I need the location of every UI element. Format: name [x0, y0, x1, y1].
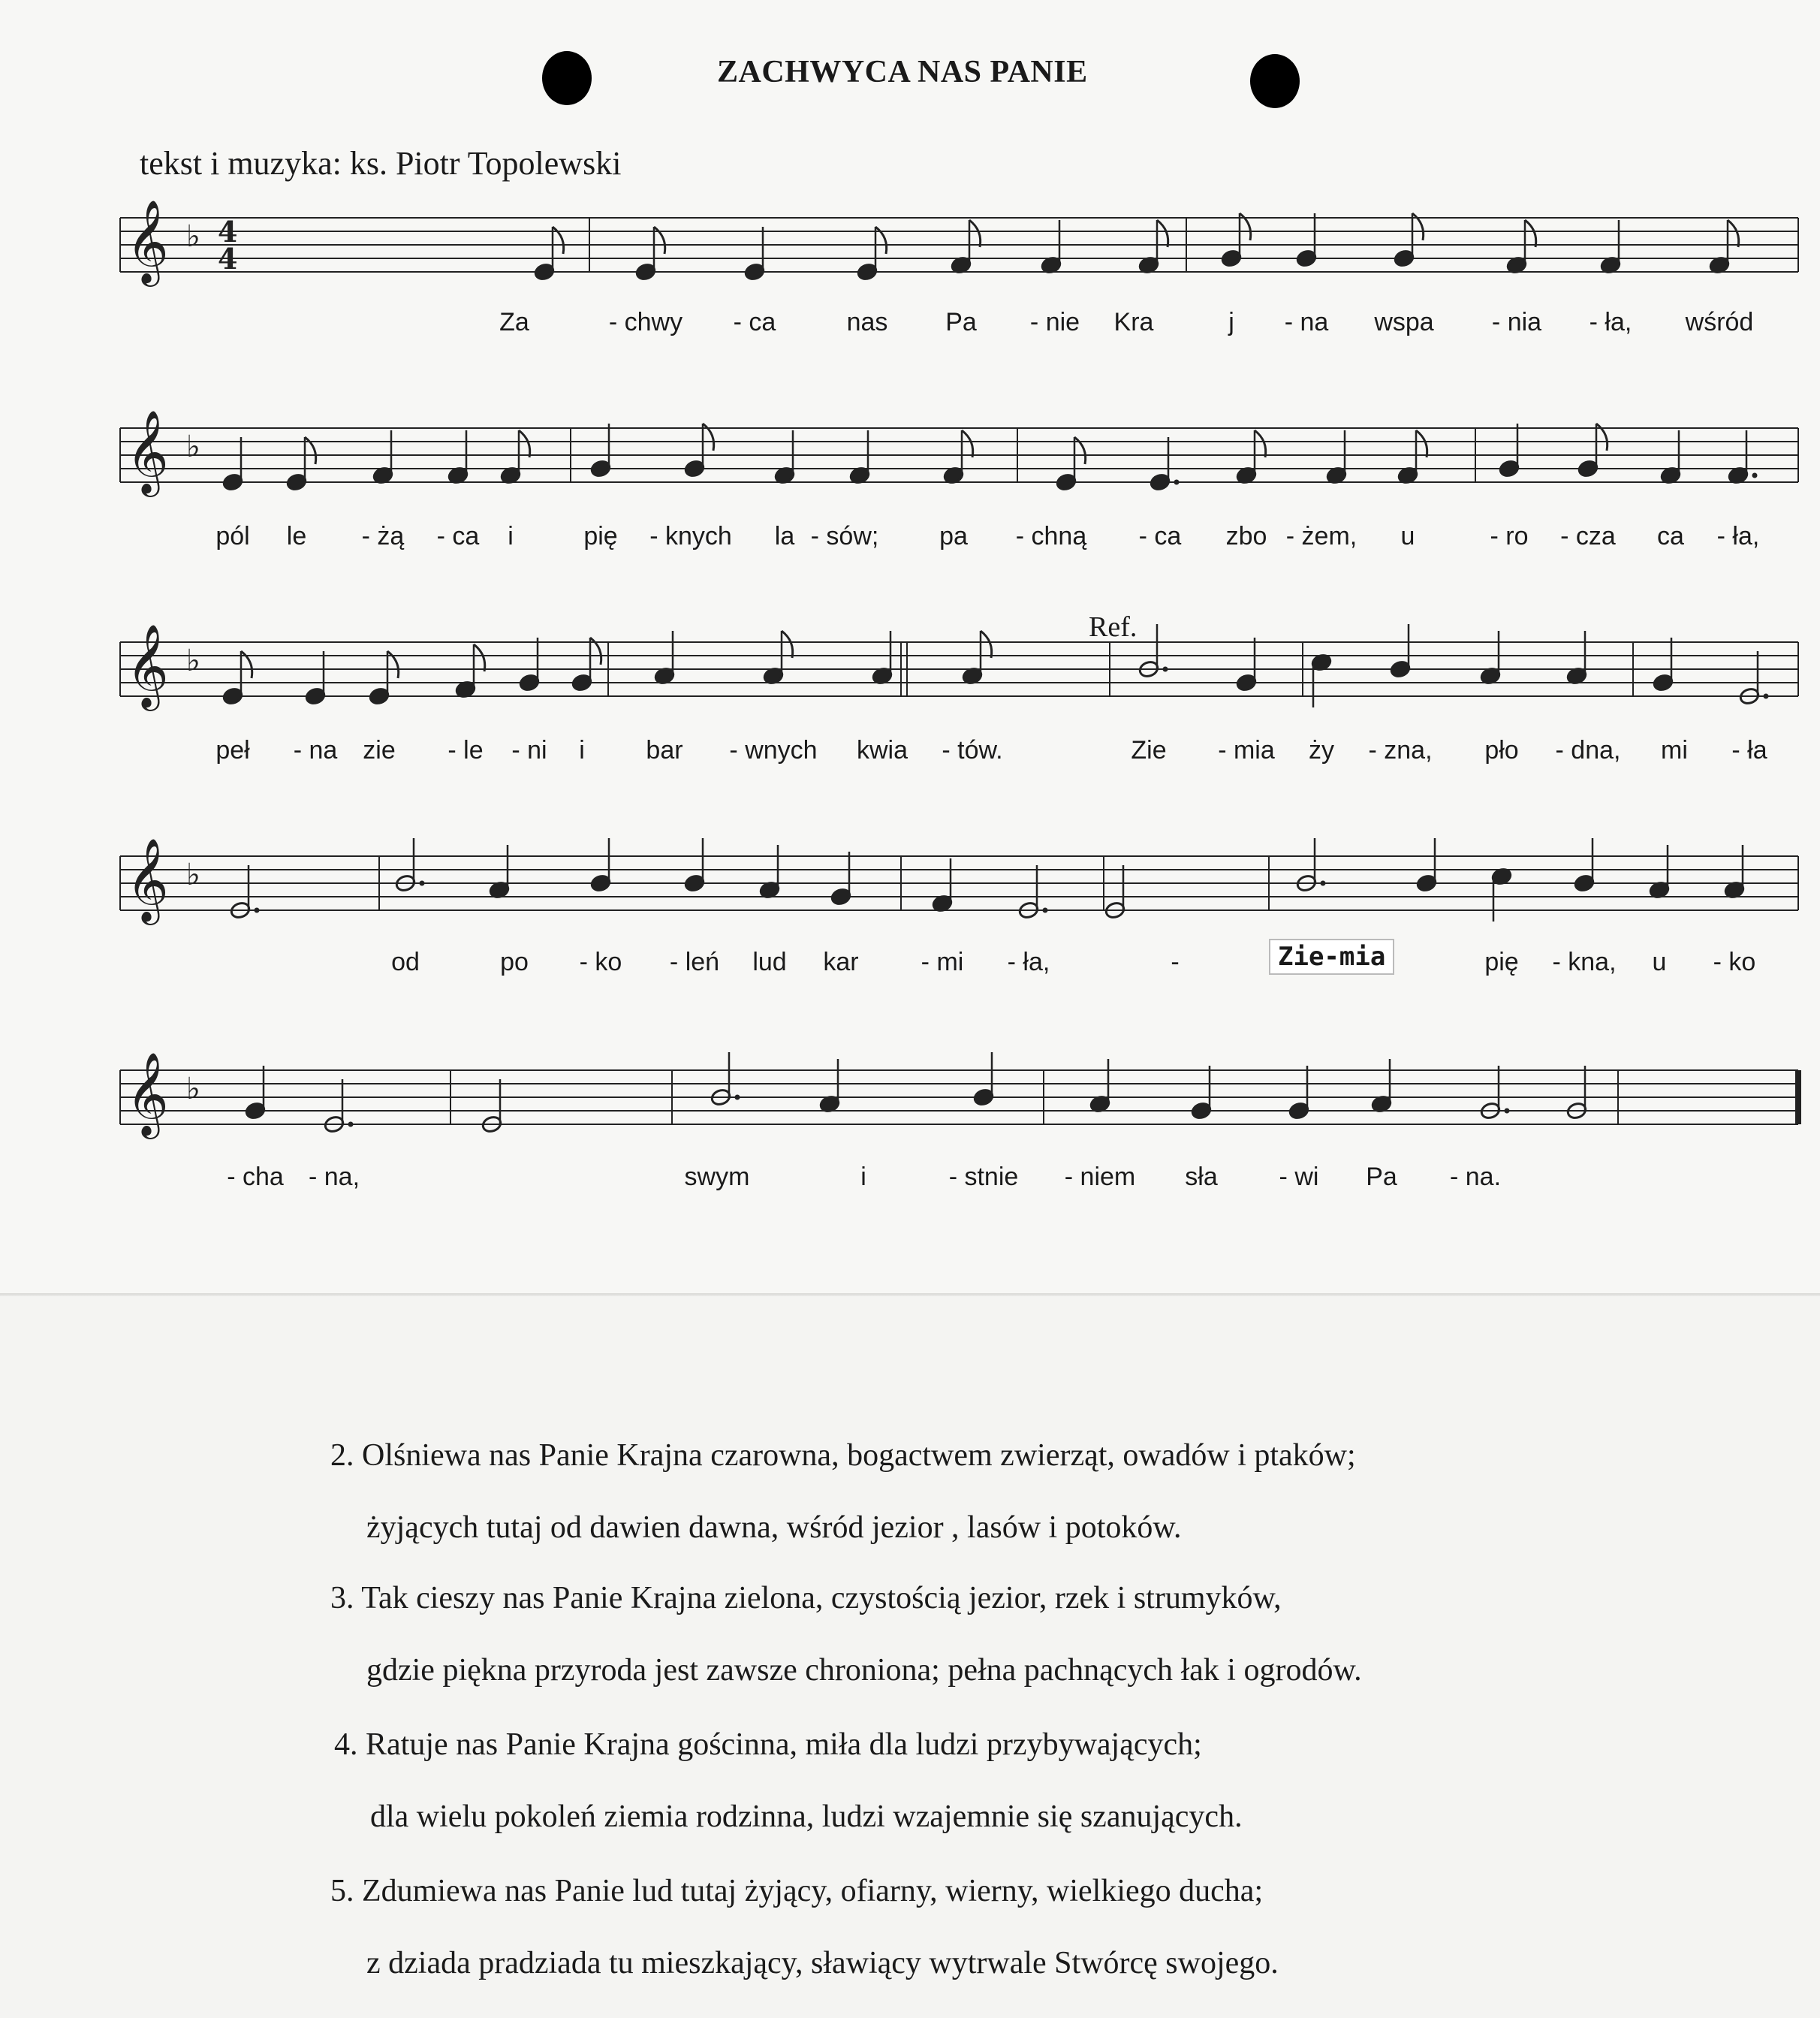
lyric-syllable: pię	[583, 522, 618, 551]
note-dot	[1043, 908, 1048, 913]
note-dot	[255, 908, 260, 913]
lyric-syllable: - ca	[436, 522, 480, 551]
staff-system-2	[0, 383, 1820, 548]
note-dot	[348, 1122, 354, 1127]
note	[489, 845, 511, 900]
note	[230, 865, 260, 920]
note	[1653, 638, 1674, 692]
note	[1491, 867, 1513, 922]
note	[1236, 430, 1266, 485]
staff-svg	[0, 597, 1820, 762]
flat-key-signature-icon: ♭	[186, 219, 200, 254]
note-dot	[1505, 1109, 1510, 1114]
lyric-syllable: - ko	[579, 948, 622, 976]
lyric-syllable: po	[500, 948, 529, 976]
note	[1394, 213, 1424, 268]
lyric-syllable: - mi	[921, 948, 964, 976]
note	[590, 424, 612, 478]
lyric-syllable: - wi	[1279, 1163, 1319, 1191]
note	[962, 631, 992, 686]
treble-clef-icon: 𝄞	[126, 199, 169, 283]
verse-4	[334, 1709, 1243, 1853]
lyric-syllable: - knych	[649, 522, 732, 551]
note	[857, 227, 887, 282]
punch-hole-right	[1250, 54, 1300, 108]
lyric-syllable: peł	[215, 736, 250, 765]
lyric-syllable: lud	[752, 948, 787, 976]
note	[455, 644, 485, 699]
note-flag	[1157, 220, 1168, 247]
lyric-syllable: - nia	[1491, 308, 1542, 336]
note	[1574, 838, 1596, 893]
note	[571, 638, 601, 692]
note-flag	[474, 644, 485, 671]
lyric-syllable: - żą	[361, 522, 405, 551]
lyric-syllable: i	[579, 736, 585, 765]
staff-system-3	[0, 597, 1820, 762]
note	[759, 845, 781, 900]
verse-3	[330, 1562, 1362, 1706]
note	[1739, 651, 1769, 706]
note-flag	[962, 430, 973, 457]
lyric-syllable: - chną	[1015, 522, 1087, 551]
note	[222, 651, 252, 706]
note	[1506, 220, 1536, 275]
note	[1724, 845, 1746, 900]
lyric-syllable: zbo	[1225, 522, 1267, 551]
verse-line-first: 3. Tak cieszy nas Panie Krajna zielona, czystością jezior, rzek i strumyków,	[330, 1581, 1282, 1615]
lyric-syllable: Zie	[1131, 736, 1167, 765]
lyric-syllable: wśród	[1685, 308, 1754, 336]
lyric-syllable: - leń	[669, 948, 720, 976]
lyric-syllable: - cza	[1560, 522, 1616, 551]
lyric-syllable: - kna,	[1552, 948, 1617, 976]
lyric-syllable: - żem,	[1285, 522, 1357, 551]
lyric-syllable: j	[1228, 308, 1234, 336]
time-signature-top: 4	[218, 215, 238, 249]
note	[1138, 220, 1168, 275]
lyric-syllable: - ro	[1490, 522, 1529, 551]
note	[763, 631, 793, 686]
lyric-syllable: zie	[363, 736, 396, 765]
note	[1221, 213, 1251, 268]
note-flag	[981, 631, 992, 658]
verse-line-second: dla wielu pokoleń ziemia rodzinna, ludzi wzajemnie się szanujących.	[370, 1799, 1243, 1834]
note	[744, 227, 766, 282]
note-dot	[1752, 473, 1758, 478]
note	[819, 1059, 841, 1114]
lyric-syllable: pól	[215, 522, 250, 551]
lyric-syllable: - nie	[1029, 308, 1080, 336]
lyric-syllable: ży	[1309, 736, 1334, 765]
note	[1728, 430, 1758, 485]
time-signature-bottom: 4	[218, 242, 238, 276]
lyric-syllable: - ła,	[1589, 308, 1632, 336]
song-title: ZACHWYCA NAS PANIE	[717, 55, 1088, 89]
note	[395, 838, 425, 893]
staff-system-4	[0, 811, 1820, 976]
page-fold	[0, 1293, 1820, 1296]
note	[1326, 430, 1348, 485]
note	[519, 638, 541, 692]
lyric-syllable: - zna,	[1368, 736, 1433, 765]
lyric-syllable: - le	[447, 736, 484, 765]
note-flag	[969, 220, 981, 247]
verse-2	[330, 1419, 1356, 1564]
treble-clef-icon: 𝄞	[126, 837, 169, 922]
note-flag	[519, 430, 530, 457]
lyric-syllable: - ła	[1731, 736, 1767, 765]
verse-line-second: żyjących tutaj od dawien dawna, wśród jezior , lasów i potoków.	[366, 1510, 1182, 1545]
note	[1566, 1066, 1588, 1121]
author-credit: tekst i muzyka: ks. Piotr Topolewski	[140, 145, 622, 182]
lyric-syllable: - niem	[1064, 1163, 1136, 1191]
lyric-syllable: kar	[823, 948, 859, 976]
treble-clef-icon: 𝄞	[126, 409, 169, 493]
lyric-syllable: - ca	[733, 308, 776, 336]
lyric-syllable: - na.	[1449, 1163, 1502, 1191]
note	[305, 651, 327, 706]
flat-key-signature-icon: ♭	[186, 644, 200, 678]
lyric-syllable: u	[1400, 522, 1415, 551]
note	[1480, 1066, 1510, 1121]
lyric-syllable: od	[391, 948, 420, 976]
staff-svg	[0, 383, 1820, 548]
note	[1191, 1066, 1213, 1121]
lyric-syllable: - ko	[1713, 948, 1756, 976]
note-dot	[1321, 881, 1326, 886]
lyric-syllable: - sów;	[810, 522, 879, 551]
verse-line-first: 4. Ratuje nas Panie Krajna gościnna, miła dla ludzi przybywających;	[334, 1727, 1202, 1762]
note	[1577, 424, 1608, 478]
note-dot	[735, 1095, 740, 1100]
staff-system-1	[0, 173, 1820, 338]
lyric-syllable: pa	[939, 522, 968, 551]
note	[774, 430, 796, 485]
note	[1296, 213, 1318, 268]
lyric-syllable: kwia	[856, 736, 908, 765]
lyric-syllable: pło	[1484, 736, 1519, 765]
note	[481, 1079, 503, 1134]
note	[1150, 437, 1180, 492]
lyric-syllable: - ła,	[1007, 948, 1050, 976]
note	[500, 430, 530, 485]
note	[849, 430, 871, 485]
note	[369, 651, 399, 706]
lyric-syllable: - ła,	[1716, 522, 1760, 551]
note	[1311, 653, 1333, 707]
lyric-syllable: - chwy	[608, 308, 683, 336]
lyric-syllable: bar	[646, 736, 683, 765]
lyric-syllable: Kra	[1113, 308, 1154, 336]
note-dot	[420, 881, 425, 886]
lyric-syllable: la	[774, 522, 795, 551]
note	[1138, 624, 1168, 679]
flat-key-signature-icon: ♭	[186, 858, 200, 892]
staff-svg	[0, 811, 1820, 976]
lyric-syllable: - na	[1284, 308, 1329, 336]
note	[1041, 220, 1062, 275]
note-flag	[1728, 220, 1739, 247]
lyric-syllable: Pa	[1366, 1163, 1397, 1191]
lyric-syllable: Pa	[945, 308, 977, 336]
lyric-syllable: - na	[293, 736, 338, 765]
note	[1416, 838, 1438, 893]
note	[1104, 865, 1126, 920]
note	[1660, 430, 1682, 485]
note-dot	[1764, 694, 1769, 699]
note	[943, 430, 973, 485]
note-flag	[1416, 430, 1427, 457]
note	[1296, 838, 1326, 893]
note	[1649, 845, 1671, 900]
lyric-syllable: swym	[684, 1163, 750, 1191]
note	[1056, 437, 1086, 492]
note	[1018, 865, 1048, 920]
lyric-syllable: Za	[499, 308, 529, 336]
note	[872, 631, 893, 686]
note	[245, 1066, 267, 1121]
verse-5	[330, 1855, 1279, 1999]
note	[447, 430, 469, 485]
note	[654, 631, 676, 686]
verse-line-second: z dziada pradziada tu mieszkający, sławiący wytrwale Stwórcę swojego.	[366, 1946, 1279, 1980]
note-flag	[782, 631, 793, 658]
punch-hole-left	[542, 51, 592, 105]
flat-key-signature-icon: ♭	[186, 430, 200, 464]
note	[324, 1079, 354, 1134]
note	[1236, 638, 1258, 692]
note	[286, 437, 316, 492]
lyric-syllable: -	[1171, 948, 1180, 976]
note	[1566, 631, 1588, 686]
lyric-syllable: mi	[1661, 736, 1688, 765]
lyric-syllable: le	[286, 522, 307, 551]
treble-clef-icon: 𝄞	[126, 1051, 169, 1136]
lyric-syllable: - ca	[1138, 522, 1182, 551]
note	[1397, 430, 1427, 485]
lyric-syllable: - stnie	[948, 1163, 1019, 1191]
verse-line-first: 5. Zdumiewa nas Panie lud tutaj żyjący, ofiarny, wierny, wielkiego ducha;	[330, 1874, 1264, 1908]
note	[372, 430, 394, 485]
lyric-syllable: wspa	[1374, 308, 1434, 336]
treble-clef-icon: 𝄞	[126, 623, 169, 707]
note	[1499, 424, 1520, 478]
verse-line-second: gdzie piękna przyroda jest zawsze chroniona; pełna pachnących łak i ogrodów.	[366, 1653, 1362, 1688]
note	[534, 227, 564, 282]
note	[1288, 1066, 1310, 1121]
lyric-syllable: - dna,	[1555, 736, 1621, 765]
note	[951, 220, 981, 275]
lyric-syllable: - ni	[511, 736, 547, 765]
note	[710, 1052, 740, 1107]
note	[1390, 624, 1412, 679]
lyric-syllable: - na,	[308, 1163, 360, 1191]
lyric-syllable: pię	[1484, 948, 1519, 976]
note	[635, 227, 665, 282]
lyric-syllable: u	[1652, 948, 1667, 976]
note	[1089, 1059, 1111, 1114]
lyric-syllable: i	[860, 1163, 866, 1191]
note	[830, 852, 852, 906]
lyric-syllable: i	[508, 522, 514, 551]
note	[1371, 1059, 1393, 1114]
lyric-syllable: ca	[1657, 522, 1684, 551]
note	[590, 838, 612, 893]
note-dot	[1163, 667, 1168, 672]
note-flag	[1525, 220, 1536, 247]
lyric-syllable: - mia	[1218, 736, 1275, 765]
staff-svg	[0, 173, 1820, 338]
lyric-syllable: sła	[1185, 1163, 1218, 1191]
note	[222, 437, 244, 492]
note	[1600, 220, 1622, 275]
lyric-syllable: - wnych	[729, 736, 818, 765]
lyric-syllable: - cha	[227, 1163, 284, 1191]
note	[684, 838, 706, 893]
verse-line-first: 2. Olśniewa nas Panie Krajna czarowna, bogactwem zwierząt, owadów i ptaków;	[330, 1438, 1356, 1473]
refrain-label: Ref.	[1089, 611, 1138, 643]
flat-key-signature-icon: ♭	[186, 1072, 200, 1106]
note	[684, 424, 714, 478]
note	[973, 1052, 995, 1107]
note	[1709, 220, 1739, 275]
lyric-syllable: - tów.	[942, 736, 1003, 765]
note	[932, 858, 954, 913]
handwritten-correction: Zie-mia	[1269, 939, 1394, 975]
note	[1480, 631, 1502, 686]
lyric-syllable: nas	[846, 308, 888, 336]
note-flag	[1255, 430, 1266, 457]
note-dot	[1174, 480, 1180, 485]
